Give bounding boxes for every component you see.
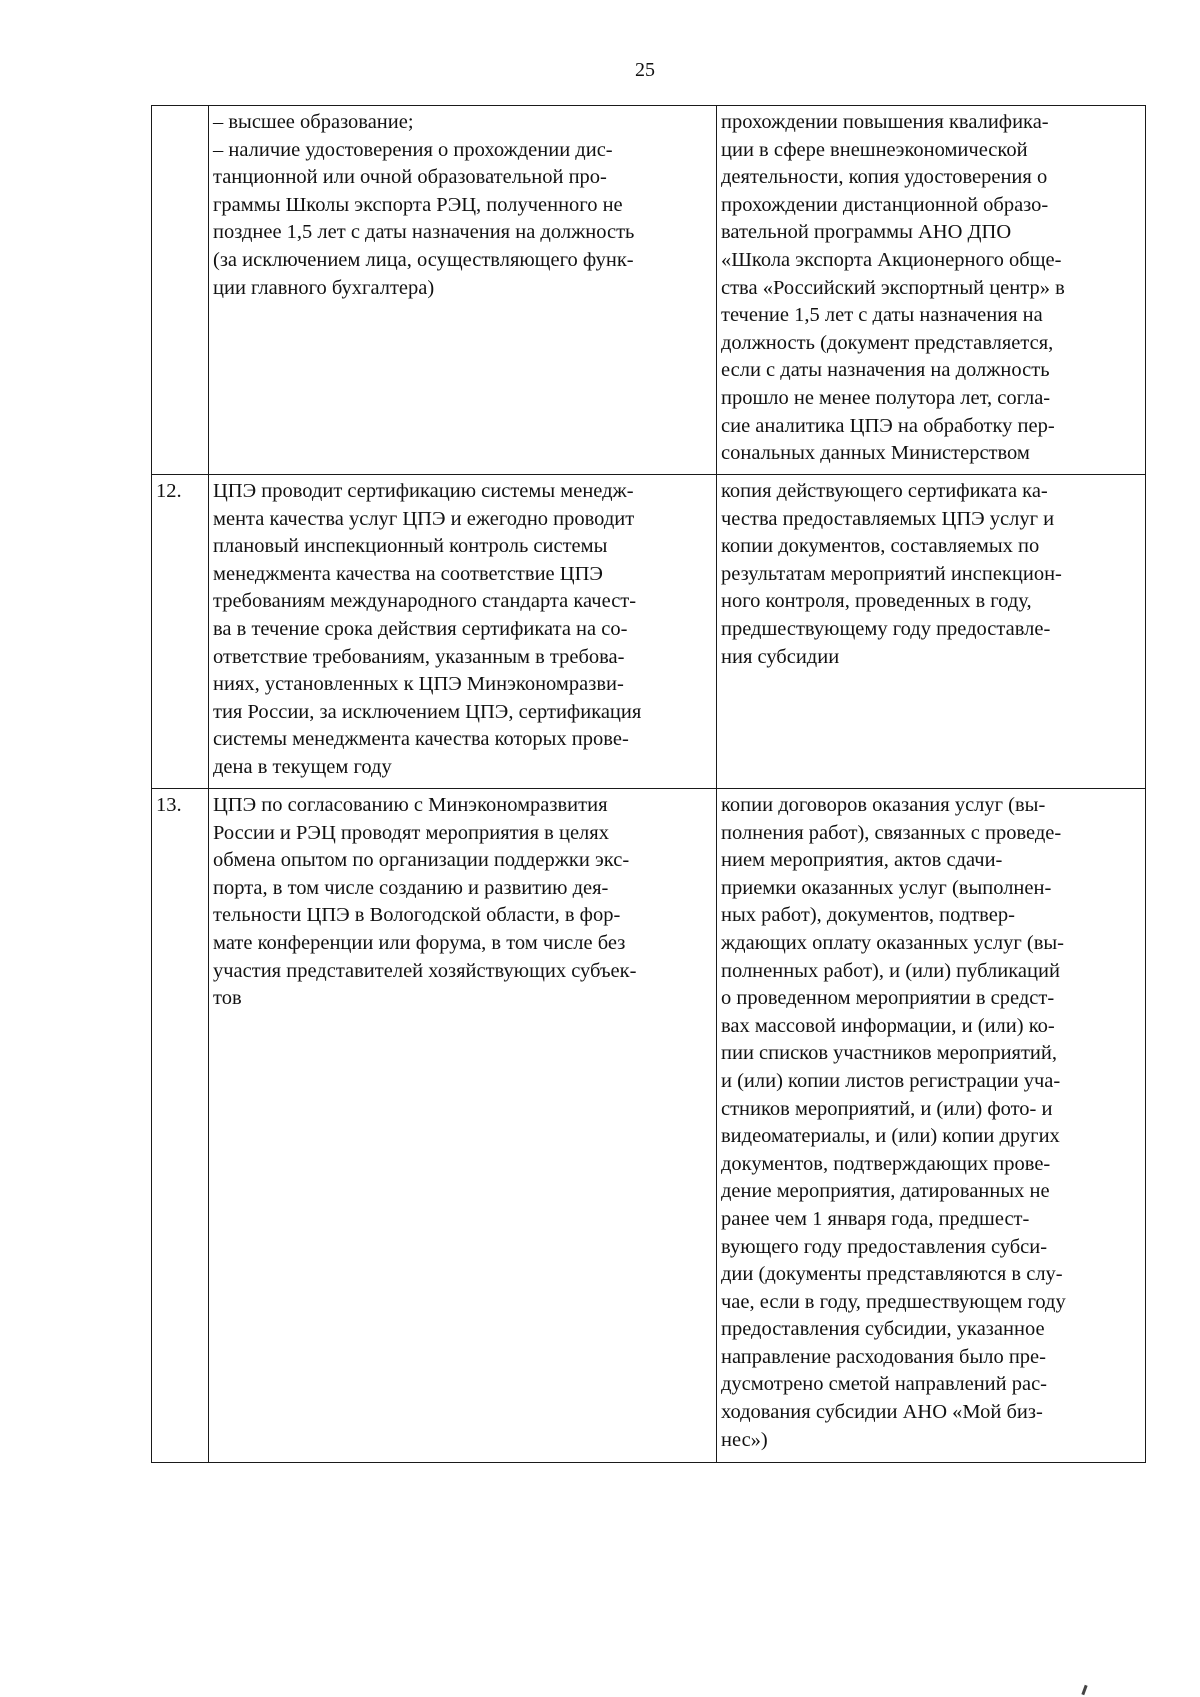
row-number-cell: 13.	[152, 789, 209, 1463]
documents-cell	[717, 789, 1146, 1463]
documents-text: копия действующего сертификата ка- чества предоставляемых ЦПЭ услуг и копии документов, составляемых по результатам мероприятий инспекцион- ного контроля, проведенных в году, предшествующему году предоставле- ния субсидии	[721, 480, 1062, 668]
requirement-text: ЦПЭ по согласованию с Минэкономразвития России и РЭЦ проводят мероприятия в целях обмена опытом по организации поддержки экс- порта, в том числе созданию и развитию дея- тельности ЦПЭ в Вологодской области, в фор- мате конференции или форума, в том числе без участия представителей хозяйствующих субъек- тов	[213, 794, 637, 1010]
requirement-cell	[209, 475, 717, 789]
table-row	[152, 789, 1146, 1463]
row-number-cell: 12.	[152, 475, 209, 789]
requirement-text: ЦПЭ проводит сертификацию системы менедж- мента качества услуг ЦПЭ и ежегодно проводит плановый инспекционный контроль системы менеджмента качества на соответствие ЦПЭ требованиям международного стандарта качест- ва в течение срока действия сертификата на со- ответствие требованиям, указанным в требова- ниях, установленных к ЦПЭ Минэкономразви- тия России, за исключением ЦПЭ, сертификация системы менеджмента качества которых прове- дена в текущем году	[213, 480, 642, 778]
requirement-text: – высшее образование; – наличие удостоверения о прохождении дис- танционной или очной образовательной про- граммы Школы экспорта РЭЦ, полученного не позднее 1,5 лет с даты назначения на должность (за исключением лица, осуществляющего функ- ции главного бухгалтера)	[213, 111, 635, 299]
requirements-table	[151, 105, 1146, 1463]
requirement-cell	[209, 106, 717, 475]
row-number-cell	[152, 106, 209, 475]
documents-cell	[717, 106, 1146, 475]
table-row	[152, 106, 1146, 475]
page-number: 25	[635, 59, 655, 81]
documents-cell	[717, 475, 1146, 789]
documents-text: прохождении повышения квалифика- ции в сфере внешнеэкономической деятельности, копия удостоверения о прохождении дистанционной образо- вательной программы АНО ДПО «Школа экспорта Акционерного обще- ства «Российский экспортный центр» в течение 1,5 лет с даты назначения на должность (документ представляется, если с даты назначения на должность прошло не менее полутора лет, согла- сие аналитика ЦПЭ на обработку пер- сональных данных Министерством	[721, 111, 1065, 465]
table-row	[152, 475, 1146, 789]
documents-text: копии договоров оказания услуг (вы- полнения работ), связанных с проведе- нием мероприятия, актов сдачи- приемки оказанных услуг (выполнен- ных работ), документов, подтвер- ждающих оплату оказанных услуг (вы- полненных работ), и (или) публикаций о проведенном мероприятии в средст- вах массовой информации, и (или) ко- пии списков участников мероприятий, и (или) копии листов регистрации уча- стников мероприятий, и (или) фото- и видеоматериалы, и (или) копии других документов, подтверждающих прове- дение мероприятия, датированных не ранее чем 1 января года, предшест- вующего году предоставления субси- дии (документы представляются в слу- чае, если в году, предшествующем году предоставления субсидии, указанное направление расходования было пре- дусмотрено сметой направлений рас- ходования субсидии АНО «Мой биз- нес»)	[721, 794, 1066, 1451]
requirement-cell	[209, 789, 717, 1463]
scan-mark	[1081, 1685, 1087, 1695]
